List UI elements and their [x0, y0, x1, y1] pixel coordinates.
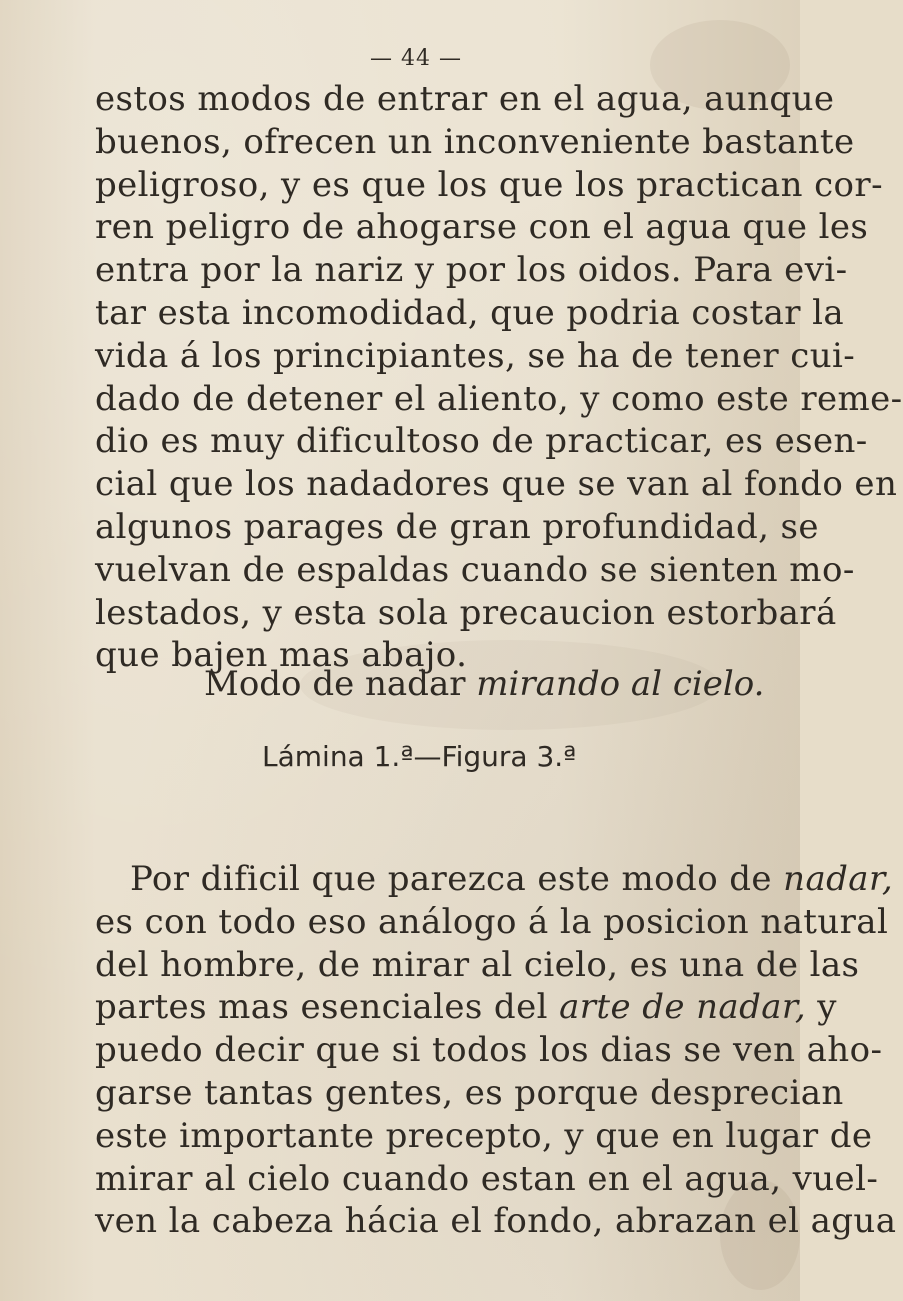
italic-word: nadar,: [783, 859, 894, 899]
text-line: vida á los principiantes, se ha de tener cui-: [95, 335, 856, 376]
text-line: es con todo eso análogo á la posicion natural: [95, 901, 889, 942]
text-line: buenos, ofrecen un inconveniente bastante: [95, 121, 855, 162]
section-title-italic: mirando al cielo.: [476, 664, 765, 704]
text-segment: y: [806, 987, 837, 1028]
text-line: entra por la nariz y por los oidos. Para evi-: [95, 250, 848, 291]
text-segment: partes mas esenciales del: [95, 987, 560, 1028]
text-line: que bajen mas abajo.: [95, 635, 468, 676]
section-title: [204, 664, 764, 704]
paragraph-2: [95, 858, 897, 1243]
text-line: estos modos de entrar en el agua, aunque: [95, 79, 835, 119]
italic-phrase: arte de nadar,: [559, 987, 807, 1028]
text-line: mirar al cielo cuando estan en el agua, vuel-: [95, 1158, 879, 1199]
section-title-part: Modo de nadar: [204, 664, 477, 704]
text-line: puedo decir que si todos los dias se ven aho-: [95, 1030, 883, 1071]
paragraph-1: [95, 78, 903, 677]
text-line: ren peligro de ahogarse con el agua que les: [95, 207, 869, 248]
text-line: [95, 858, 894, 901]
text-line: garse tantas gentes, es porque desprecian: [95, 1072, 844, 1113]
text-line: dio es muy dificultoso de practicar, es esen-: [95, 421, 868, 462]
text-line: del hombre, de mirar al cielo, es una de las: [95, 944, 860, 985]
text-line: lestados, y esta sola precaucion estorbará: [95, 592, 837, 633]
text-line: algunos parages de gran profundidad, se: [95, 506, 819, 547]
text-line: vuelvan de espaldas cuando se sienten mo-: [95, 549, 855, 590]
text-line: peligroso, y es que los que los practican cor-: [95, 164, 883, 205]
plate-reference: Lámina 1.ª—Figura 3.ª: [262, 740, 577, 773]
text-line: este importante precepto, y que en lugar de: [95, 1115, 873, 1156]
text-line: cial que los nadadores que se van al fondo en: [95, 464, 898, 505]
text-line: dado de detener el aliento, y como este reme-: [95, 378, 903, 419]
text-segment: Por dificil que parezca este modo de: [130, 859, 784, 899]
page-number: — 44 —: [370, 46, 462, 71]
text-line: [95, 986, 837, 1029]
text-line: ven la cabeza hácia el fondo, abrazan el agua: [95, 1201, 897, 1242]
text-line: tar esta incomodidad, que podria costar la: [95, 292, 845, 333]
